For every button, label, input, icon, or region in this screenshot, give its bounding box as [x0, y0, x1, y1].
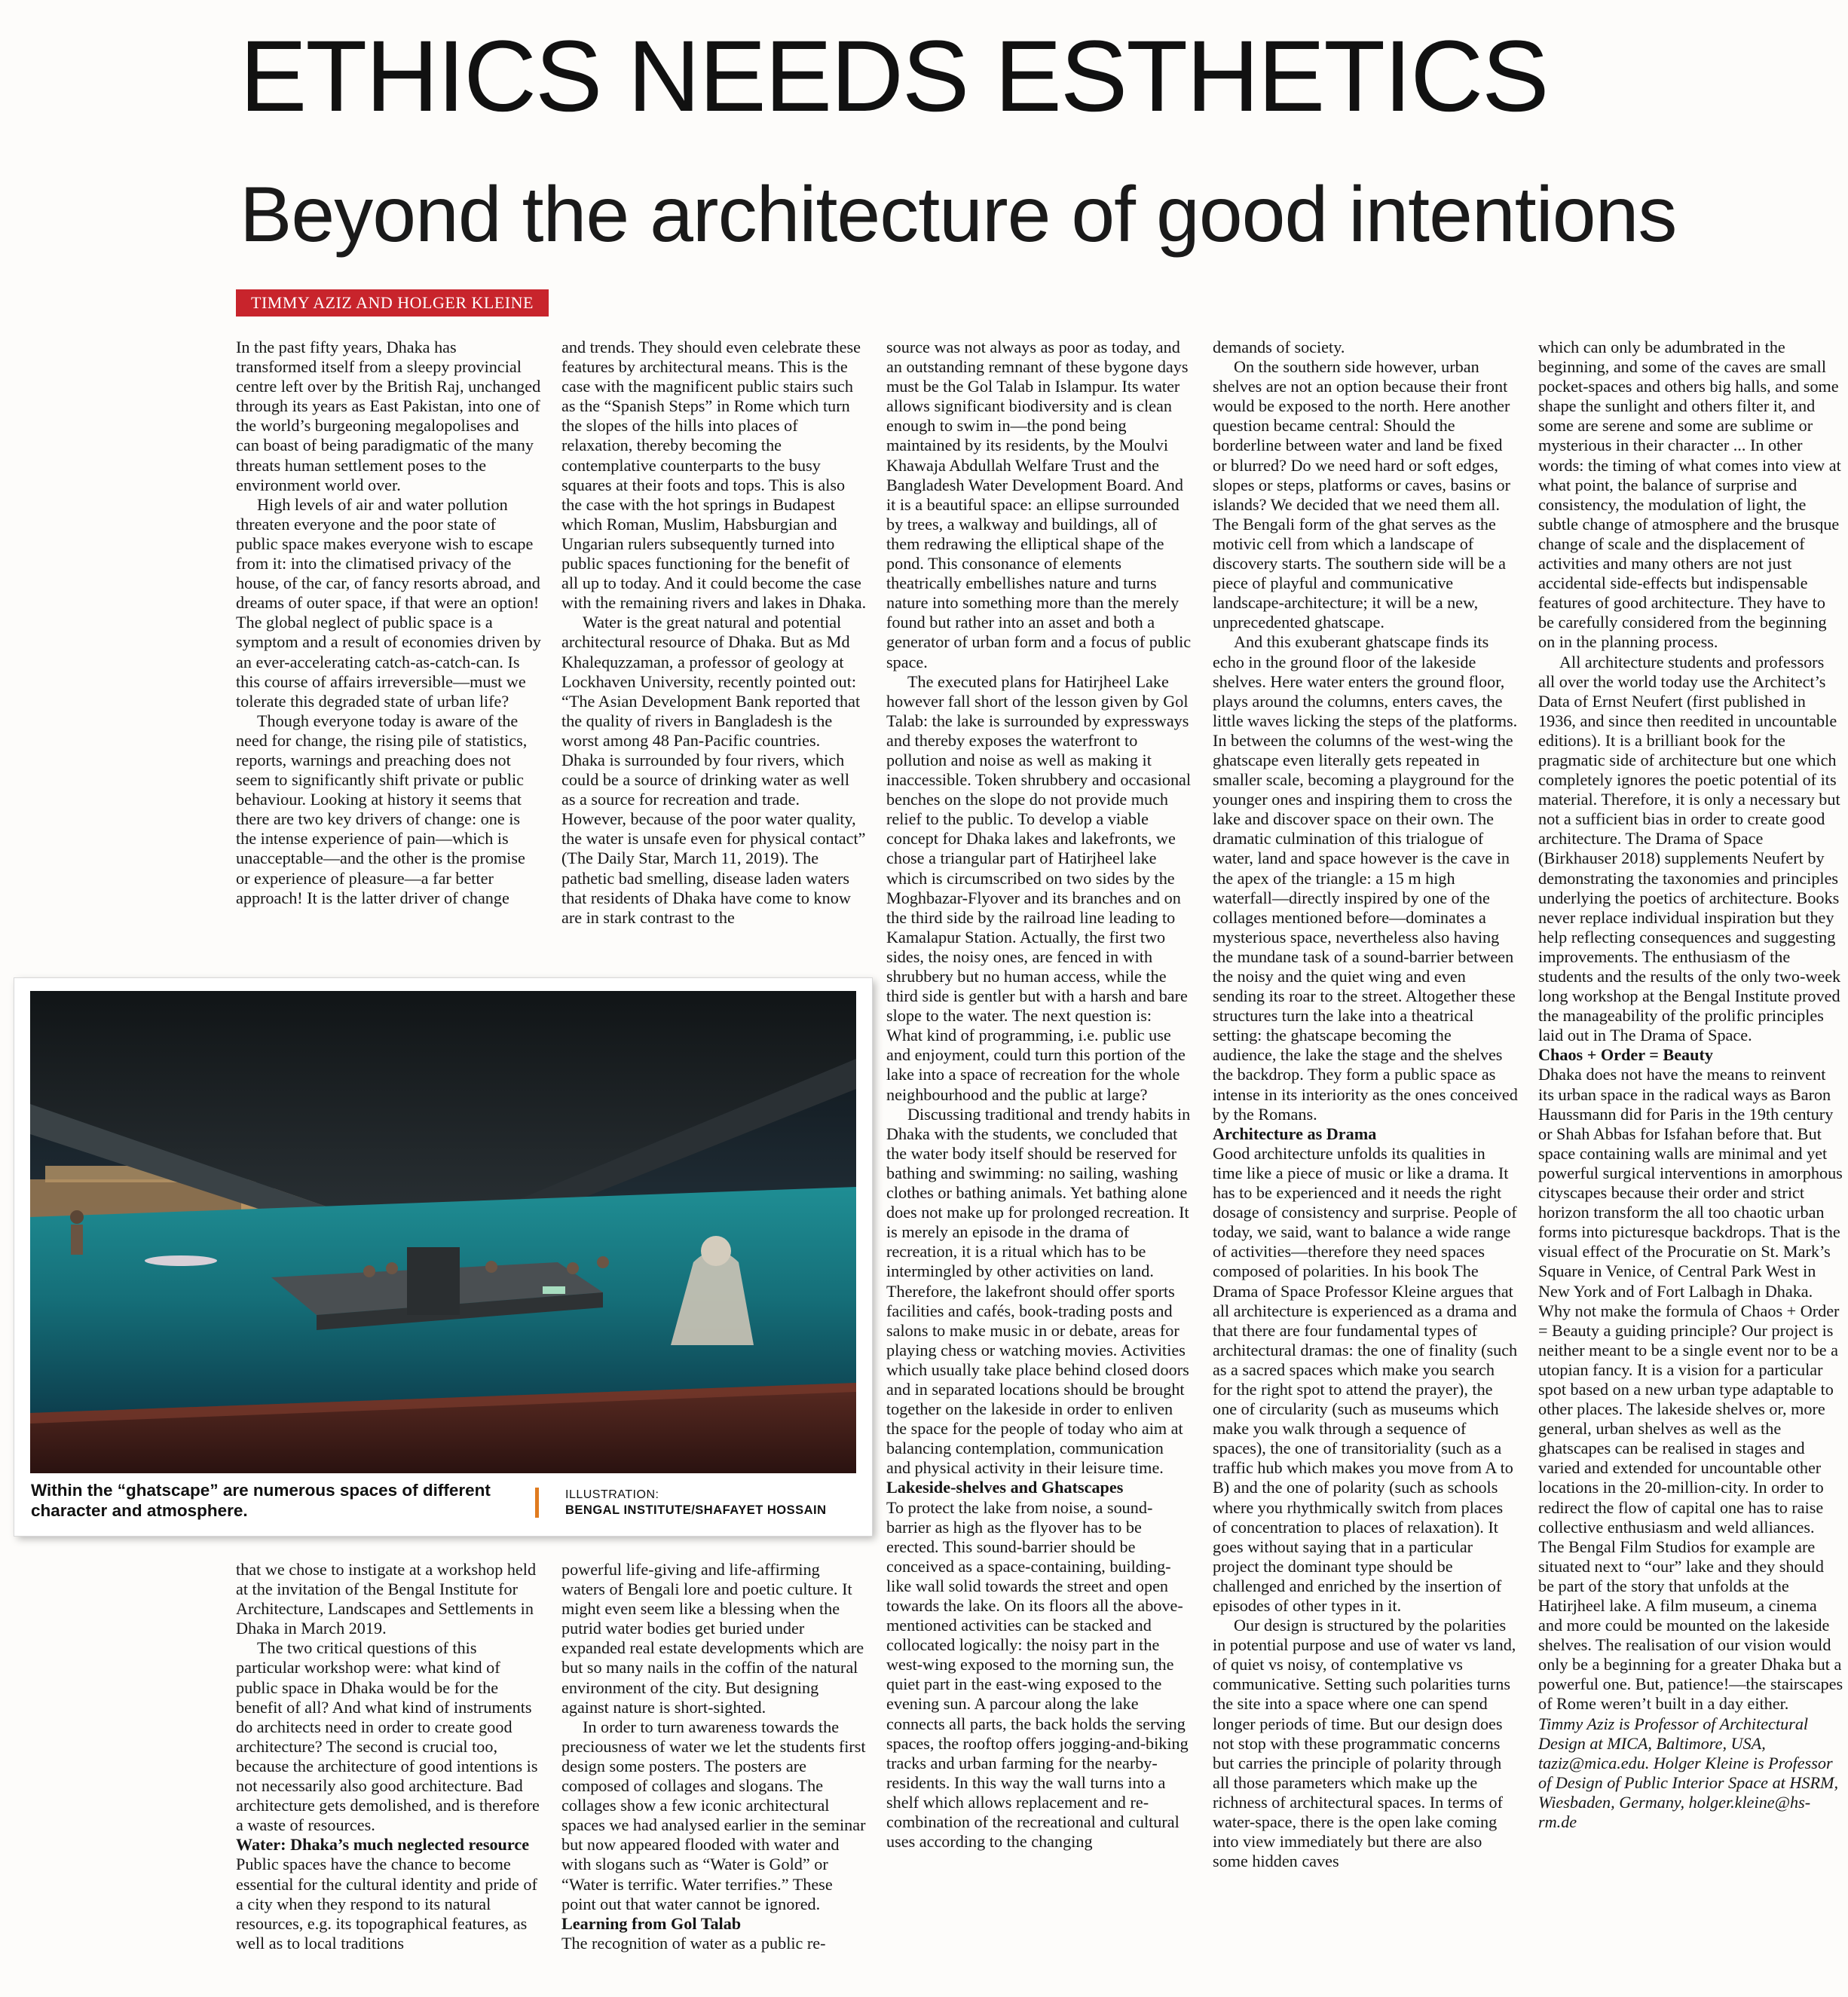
paragraph: In the past fifty years, Dhaka has transformed itself from a sleepy provincial centre left over by the British Raj, unchanged through its years as East Pakistan, into one of the world’s burgeoning megalopolises and can boast of being paradigmatic of the many threats human settlement poses to the environment world over. [236, 338, 541, 494]
paragraph: The recognition of water as a public re- [561, 1933, 826, 1953]
paragraph: Discussing traditional and trendy habits in Dhaka with the students, we concluded that the water body itself should be reserved for bathing and swimming: no sailing, washing clothes or bathing animals. Yet bathing alone does not make up for prolonged recreation. It is merely an episode in the drama of recreation, it is a ritual which has to be intermingled by other activities on land. Therefore, the lakefront should offer sports facilities and cafés, book-trading posts and salons to make music in or debate, areas for playing chess or watching movies. Activities which usually take place behind closed doors and in separated locations should be brought together on the lakeside in order to enliven the space for the people of today who aim at balancing contemplation, communication and physical activity in their leisure time. [886, 1104, 1191, 1478]
subheading: Chaos + Order = Beauty [1538, 1045, 1713, 1065]
credit-label: ILLUSTRATION: [565, 1488, 659, 1501]
paragraph: The two critical questions of this particular workshop were: what kind of public space in Dhaka would be for the benefit of all? And what kind of instruments do architects need in order to create good architecture? The second is crucial too, because the architecture of good intentions is not necessarily also good architecture. Bad architecture gets demolished, and is therefore a waste of resources. [236, 1638, 540, 1835]
paragraph: and trends. They should even celebrate these features by architectural means. This is the case with the magnificent public stairs such as the “Spanish Steps” in Rome which turn the slopes of the hills into places of relaxation, thereby becoming the contemplative counterparts to the busy squares at their foots and tops. This is also the case with the hot springs in Budapest which Roman, Muslim, Habsburgian and Ungarian rulers subsequently turned into public spaces functioning for the benefit of all up to today. And it could become the case with the remaining rivers and lakes in Dhaka. [561, 338, 867, 613]
paragraph: In order to turn awareness towards the preciousness of water we let the students first design some posters. The posters are composed of collages and slogans. The collages show a few iconic architectural spaces we had analysed earlier in the seminar but now appeared flooded with water and with slogans such as “Water is Gold” or “Water is terrific. Water terrifies.” These point out that water cannot be ignored. [561, 1717, 866, 1913]
figure-credit [565, 1488, 827, 1518]
kicker-headline: ETHICS NEEDS ESTHETICS [240, 20, 1548, 133]
column-1-top [236, 338, 541, 986]
paragraph: The executed plans for Hatirjheel Lake however fall short of the lesson given by Gol Talab: the lake is surrounded by expressways and thereby exposes the waterfront to pollution and noise as well as making it inaccessible. Token shrubbery and occasional benches on the slope do not provide much relief to the public. To develop a viable concept for Dhaka lakes and lakefronts, we chose a triangular part of Hatirjheel lake which is circumscribed on two sides by the Moghbazar-Flyover and its branches and on the third side by the railroad line leading to Kamalapur Station. Actually, the first two sides, the noisy ones, are fenced in with shrubbery but no human access, while the third side is gentler but with a harsh and bare slope to the water. The next question is: What kind of programming, i.e. public use and enjoyment, could turn this portion of the lake into a space of recreation for the whole neighbourhood and the public at large? [886, 671, 1192, 1104]
author-bio: Timmy Aziz is Professor of Architectural Design at MICA, Baltimore, USA, taziz@mica.edu. Holger Kleine is Professor of Design of Public Interior Space at HSRM, Wiesbaden, Germany, holger.kleine@hs-rm.de [1538, 1714, 1839, 1832]
paragraph: To protect the lake from noise, a sound-barrier as high as the flyover has to be erected. This sound-barrier should be conceived as a space-containing, building-like wall solid towards the street and open towards the lake. On its floors all the above-mentioned activities can be stacked and collocated logically: the noisy part in the west-wing exposed to the morning sun, the quiet part in the east-wing exposed to the evening sun. A parcour along the lake connects all parts, the back holds the serving spaces, the rooftop offers jogging-and-biking tracks and urban farming for the nearby-residents. In this way the wall turns into a shelf which allows replacement and re-combination of the recreational and cultural uses according to the changing [886, 1497, 1189, 1852]
ghatscape-illustration [30, 991, 856, 1473]
column-1-bottom [236, 1560, 541, 1995]
paragraph: that we chose to instigate at a workshop held at the invitation of the Bengal Institute for Architecture, Landscapes and Settlements in Dhaka in March 2019. [236, 1560, 537, 1638]
subheading: Water: Dhaka’s much neglected resource [236, 1835, 530, 1855]
column-2-top [561, 338, 867, 986]
paragraph: Though everyone today is aware of the need for change, the rising pile of statistics, reports, warnings and preaching does not seem to significantly shift private or public behaviour. Looking at history it seems that there are two key drivers of change: one is the intense experience of pain—which is unacceptable—and the other is the promise or experience of pleasure—a far better approach! It is the latter driver of change [236, 711, 528, 907]
column-2-bottom [561, 1560, 867, 1995]
paragraph: High levels of air and water pollution threaten everyone and the poor state of public space makes everyone wish to escape from it: into the climatised privacy of the house, of the car, of fancy resorts abroad, and dreams of outer space, if that were an option! The global neglect of public space is a symptom and a result of economies driven by an ever-accelerating catch-as-catch-can. Is this course of affairs irreversible—must we tolerate this degraded state of urban life? [236, 494, 541, 711]
paragraph: Water is the great natural and potential architectural resource of Dhaka. But as Md Khalequzzaman, a professor of geology at Lockhaven University, recently pointed out: “The Asian Development Bank reported that the quality of rivers in Bangladesh is the worst among 48 Pan-Pacific countries. Dhaka is surrounded by four rivers, which could be a source of drinking water as well as a source for recreation and trade. However, because of the poor water quality, the water is unsafe even for physical contact” (The Daily Star, March 11, 2019). The pathetic bad smelling, disease laden waters that residents of Dhaka have come to know are in stark contrast to the [561, 613, 866, 927]
paragraph: demands of society. [1213, 338, 1345, 356]
column-4 [1213, 338, 1518, 1995]
paragraph: Our design is structured by the polarities in potential purpose and use of water vs land, of quiet vs noisy, of contemplative vs communicative. Setting such polarities turns the site into a space where one can spend longer periods of time. But our design does not stop with these programmatic concerns but carries the principle of polarity through all those parameters which make up the richness of architectural spaces. In terms of water-space, there is the open lake coming into view immediately but there are also some hidden caves [1213, 1616, 1516, 1871]
column-5 [1538, 338, 1843, 1995]
credit-divider [535, 1488, 539, 1518]
paragraph: which can only be adumbrated in the beginning, and some of the caves are small pocket-spaces and others big halls, and some shape the sunlight and others filter it, and some are serene and some are sublime or mysterious in their character ... In other words: the timing of what comes into view at what point, the balance of surprise and consistency, the modulation of light, the subtle change of atmosphere and the brusque change of scale and the displacement of activities and many others are not just accidental side-effects but indispensable features of good architecture. They have to be carefully considered from the beginning on in the planning process. [1538, 338, 1841, 652]
paragraph: And this exuberant ghatscape finds its echo in the ground floor of the lakeside shelves. Here water enters the ground floor, plays around the columns, enters caves, the little waves licking the steps of the platforms. In between the columns of the west-wing the ghatscape even literally gets repeated in smaller scale, becoming a playground for the younger ones and inspiring them to cross the lake and discover space on their own. The dramatic culmination of this trialogue of water, land and space however is the cave in the apex of the triangle: a 15 m high waterfall—directly inspired by one of the collages mentioned before—dominates a mysterious space, nevertheless also having the mundane task of a sound-barrier between the noisy and the quiet wing and even sending its roar to the street. Altogether these structures turn the lake into a theatrical setting: the ghatscape becoming the audience, the lake the stage and the shelves the backdrop. They form a public space as intense in its interiority as the ones conceived by the Romans. [1213, 632, 1518, 1124]
paragraph: On the southern side however, urban shelves are not an option because their front would be exposed to the north. Here another question became central: Should the borderline between water and land be fixed or blurred? Do we need hard or soft edges, slopes or steps, platforms or caves, basins or islands? We decided that we need them all. The Bengali form of the ghat serves as the motivic cell from which a landscape of discovery starts. The southern side will be a piece of playful and communicative landscape-architecture; it will be a new, unprecedented ghatscape. [1213, 357, 1510, 632]
subheading: Learning from Gol Talab [561, 1913, 742, 1933]
paragraph: source was not always as poor as today, and an outstanding remnant of these bygone days must be the Gol Talab in Islampur. Its water allows significant biodiversity and is clean enough to swim in—the pond being maintained by its residents, by the Moulvi Khawaja Abdullah Welfare Trust and the Bangladesh Water Development Board. And it is a beautiful space: an ellipse surrounded by trees, a walkway and buildings, all of them redrawing the elliptical shape of the pond. This consonance of elements theatrically embellishes nature and turns nature into something more than the merely found but rather into an asset and both a generator of urban form and a focus of public space. [886, 338, 1192, 671]
illustration-figure [14, 978, 872, 1536]
figure-caption: Within the “ghatscape” are numerous spaces of different character and atmosphere. [31, 1481, 491, 1520]
paragraph: Dhaka does not have the means to reinvent its urban space in the radical ways as Baron Haussmann did for Paris in the 19th century or Shah Abbas for Isfahan before that. But space containing walls are minimal and yet powerful surgical interventions in amorphous cityscapes because their order and strict horizon transform the all too chaotic urban forms into picturesque backdrops. That is the visual effect of the Procuratie on St. Mark’s Square in Venice, of Central Park West in New York and of Fort Lalbagh in Dhaka. Why not make the formula of Chaos + Order = Beauty a guiding principle? Our project is neither meant to be a single event nor to be a utopian fancy. It is a vision for a particular spot based on a new urban type adaptable to other places. The lakeside shelves or, more general, urban shelves as well as the ghatscapes can be realised in stages and varied and extended for uncountable other locations in the 20-million-city. In order to redirect the flow of capital one has to raise collective enthusiasm and weld alliances. The Bengal Film Studios for example are situated next to “our” lake and they should be part of the story that unfolds at the Hatirjheel lake. A film museum, a cinema and more could be mounted on the lakeside shelves. The realisation of our vision would only be a beginning for a greater Dhaka but a powerful one. But, patience!—the stairscapes of Rome weren’t built in a day either. [1538, 1065, 1843, 1714]
paragraph: Public spaces have the chance to become essential for the cultural identity and pride of a city when they respond to its natural resources, e.g. its topographical features, as well as to local traditions [236, 1855, 537, 1953]
column-3 [886, 338, 1192, 1995]
headline: Beyond the architecture of good intentions [240, 171, 1677, 258]
subheading: Architecture as Drama [1213, 1124, 1377, 1143]
credit-name: BENGAL INSTITUTE/SHAFAYET HOSSAIN [565, 1503, 827, 1517]
paragraph: powerful life-giving and life-affirming waters of Bengali lore and poetic culture. It might even seem like a blessing when the putrid water bodies get buried under expanded real estate developments which are but so many nails in the coffin of the natural environment of the city. But designing against nature is short-sighted. [561, 1560, 864, 1717]
byline: TIMMY AZIZ AND HOLGER KLEINE [236, 289, 549, 317]
subheading: Lakeside-shelves and Ghatscapes [886, 1478, 1124, 1497]
paragraph: All architecture students and professors all over the world today use the Architect’s Data of Ernst Neufert (first published in 1936, and since then reedited in uncountable editions). It is a brilliant book for the pragmatic side of architecture but one which completely ignores the poetic potential of its material. Therefore, it is only a necessary but not a sufficient bias in order to create good architecture. The Drama of Space (Birkhauser 2018) supplements Neufert by demonstrating the taxonomies and principles underlying the poetics of architecture. Books never replace individual inspiration but they help reflecting consequences and suggesting improvements. The enthusiasm of the students and the results of the only two-week long workshop at the Bengal Institute proved the manageability of the prolific principles laid out in The Drama of Space. [1538, 652, 1841, 1045]
paragraph: Good architecture unfolds its qualities in time like a piece of music or like a drama. It has to be experienced and it needs the right dosage of consistency and surprise. People of today, we said, want to balance a wide range of activities—therefore they need spaces composed of polarities. In his book The Drama of Space Professor Kleine argues that all architecture is experienced as a drama and that there are four fundamental types of architectural dramas: the one of finality (such as a sacred spaces which make you search for the right spot to attend the prayer), the one of circularity (such as museums which make you walk through a sequence of spaces), the one of transitoriality (such as a traffic hub which makes you move from A to B) and the one of polarity (such as schools where you rhythmically switch from places of concentration to places of relaxation). It goes without saying that in a particular project the dominant type should be challenged and enriched by the insertion of episodes of other types in it. [1213, 1143, 1518, 1615]
